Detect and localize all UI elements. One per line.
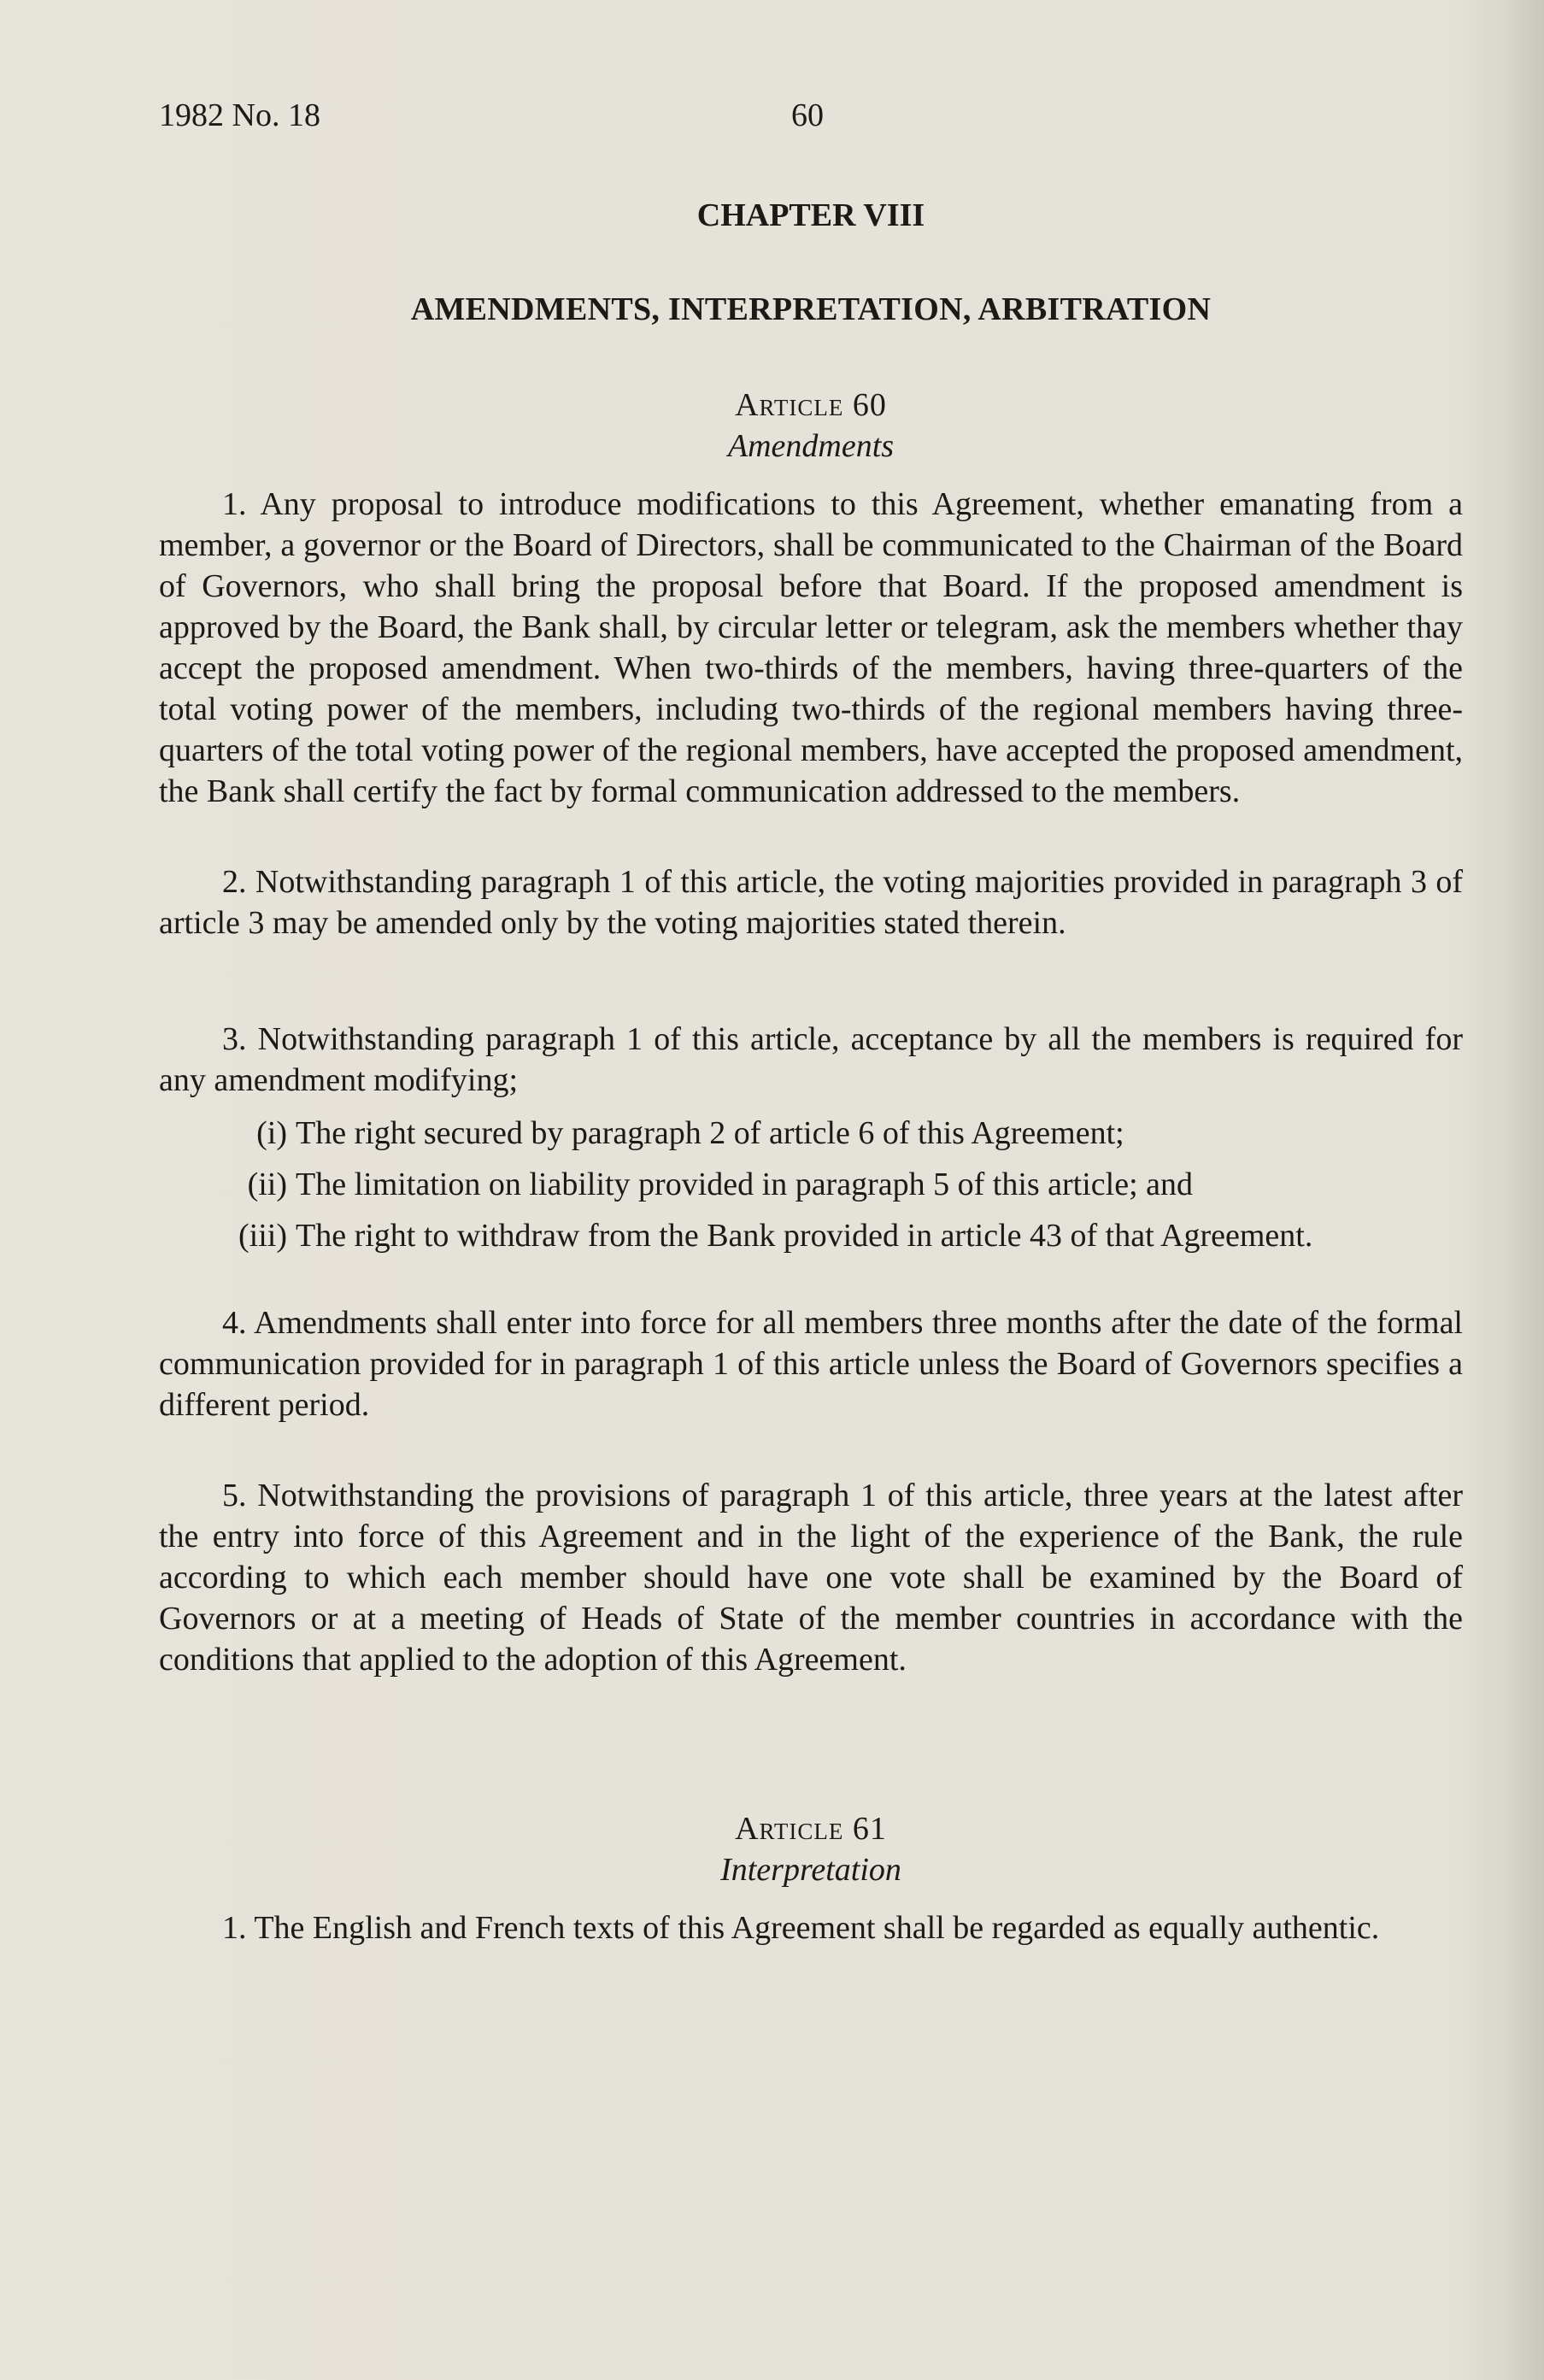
list-item-number: (i) — [256, 1115, 287, 1151]
chapter-number: CHAPTER VIII — [696, 197, 925, 233]
article-61-paragraph-1: 1. The English and French texts of this Agreement shall be regarded as equally authentic. — [222, 1910, 1380, 1946]
list-item-text: The right to withdraw from the Bank provided in article 43 of that Agreement. — [296, 1218, 1313, 1254]
article-60-paragraph-3: 3. Notwithstanding paragraph 1 of this article, acceptance by all the members is required for any amendment modifying; — [159, 1021, 1463, 1098]
list-item-number: (ii) — [247, 1166, 287, 1202]
article-61-subheading: Interpretation — [720, 1852, 901, 1888]
article-60-paragraph-1: 1. Any proposal to introduce modifications to this Agreement, whether emanating from a member, a governor or the Board of Directors, shall be communicated to the Chairman of the Board of Governors, who shall bring the proposal before that Board. If the proposed amendment is approved by the Board, the Bank shall, by circular letter or telegram, ask the members whether thay accept the proposed amendment. When two-thirds of the members, having three-quarters of the total voting power of the members, including two-thirds of the regional members having three-quarters of the total voting power of the regional members, have accepted the proposed amendment, the Bank shall certify the fact by formal communication addressed to the members. — [159, 486, 1463, 809]
list-item — [159, 1215, 1463, 1256]
list-item — [159, 1164, 1463, 1205]
list-item-text: The limitation on liability provided in paragraph 5 of this article; and — [296, 1166, 1194, 1202]
list-item-text: The right secured by paragraph 2 of article 6 of this Agreement; — [296, 1115, 1124, 1151]
article-61-heading: Article 61 — [735, 1811, 887, 1847]
chapter-title: AMENDMENTS, INTERPRETATION, ARBITRATION — [410, 291, 1212, 327]
article-60-heading: Article 60 — [735, 387, 887, 423]
article-60-paragraph-4: 4. Amendments shall enter into force for all members three months after the date of the formal communication provided for in paragraph 1 of this article unless the Board of Governors specifies a different period. — [159, 1305, 1463, 1423]
article-60-subheading: Amendments — [727, 428, 895, 464]
article-60-paragraph-2: 2. Notwithstanding paragraph 1 of this article, the voting majorities provided in paragraph 3 of article 3 may be amended only by the voting majorities stated therein. — [159, 864, 1463, 941]
running-head: 1982 No. 18 — [159, 97, 320, 133]
list-item-number: (iii) — [238, 1218, 287, 1254]
article-60-paragraph-5: 5. Notwithstanding the provisions of paragraph 1 of this article, three years at the latest after the entry into force of this Agreement and in the light of the experience of the Bank, the rule according to which each member should have one vote shall be examined by the Board of Governors or at a meeting of Heads of State of the member countries in accordance with the conditions that applied to the adoption of this Agreement. — [159, 1478, 1463, 1678]
page-number: 60 — [791, 97, 824, 133]
list-item — [159, 1113, 1463, 1154]
body-text — [159, 195, 1463, 1948]
